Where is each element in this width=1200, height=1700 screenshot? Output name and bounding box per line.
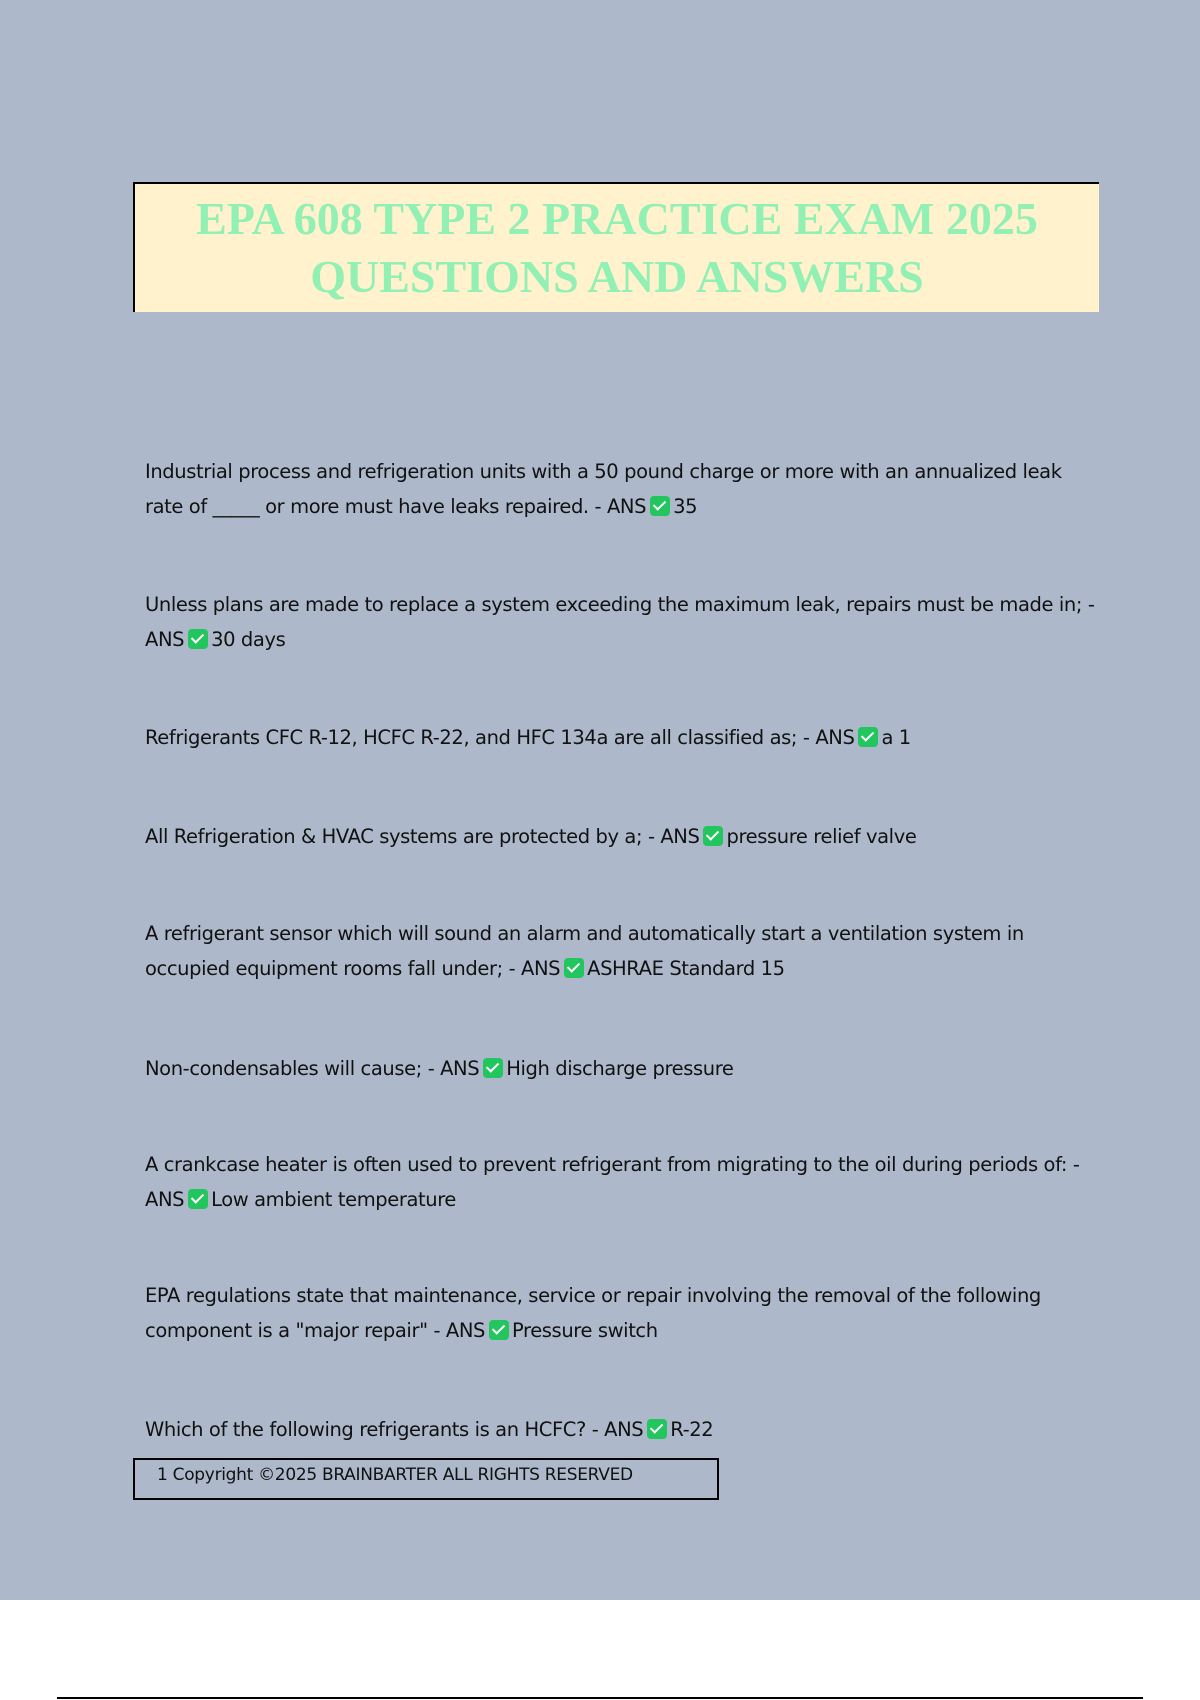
check-mark-icon xyxy=(564,958,584,978)
qa-item xyxy=(145,819,1095,854)
title-line-1: EPA 608 TYPE 2 PRACTICE EXAM 2025 xyxy=(196,193,1038,244)
answer-prefix: - ANS xyxy=(594,495,647,518)
check-mark-icon xyxy=(647,1419,667,1439)
answer-text: 35 xyxy=(673,495,698,518)
check-mark-icon xyxy=(703,826,723,846)
copyright-footer xyxy=(133,1458,719,1500)
answer-text: pressure relief valve xyxy=(726,825,917,848)
answer-text: R-22 xyxy=(670,1418,714,1441)
title-box xyxy=(133,182,1099,312)
answer-text: Pressure switch xyxy=(512,1319,658,1342)
answer-text: Low ambient temperature xyxy=(211,1188,457,1211)
question-text: A refrigerant sensor which will sound an alarm and automatically start a ventilation system in occupied equipment rooms fall under; xyxy=(145,922,1024,980)
question-text: Unless plans are made to replace a system exceeding the maximum leak, repairs must be made in; xyxy=(145,593,1083,616)
answer-prefix: - ANS xyxy=(427,1057,480,1080)
answer-text: ASHRAE Standard 15 xyxy=(587,957,785,980)
page-number: 1 xyxy=(157,1465,168,1485)
qa-item xyxy=(145,454,1095,524)
qa-item xyxy=(145,1278,1095,1348)
question-text: Refrigerants CFC R-12, HCFC R-22, and HFC 134a are all classified as; xyxy=(145,726,798,749)
answer-text: High discharge pressure xyxy=(506,1057,734,1080)
check-mark-icon xyxy=(188,629,208,649)
check-mark-icon xyxy=(483,1058,503,1078)
bottom-divider xyxy=(57,1697,1143,1699)
check-mark-icon xyxy=(858,727,878,747)
answer-text: a 1 xyxy=(881,726,911,749)
question-text: Which of the following refrigerants is an HCFC? xyxy=(145,1418,586,1441)
answer-prefix: - ANS xyxy=(647,825,700,848)
check-mark-icon xyxy=(489,1320,509,1340)
qa-item xyxy=(145,720,1095,755)
qa-item xyxy=(145,587,1095,657)
check-mark-icon xyxy=(188,1189,208,1209)
answer-text: 30 days xyxy=(211,628,286,651)
qa-item xyxy=(145,1412,1095,1447)
question-text: Industrial process and refrigeration units with a 50 pound charge or more with an annualized leak rate of _____ or more must have leaks repaired. xyxy=(145,460,1062,518)
answer-prefix: - ANS xyxy=(433,1319,485,1342)
qa-item xyxy=(145,1147,1095,1217)
question-text: A crankcase heater is often used to prevent refrigerant from migrating to the oil during periods of: xyxy=(145,1153,1068,1176)
qa-item xyxy=(145,1051,1095,1086)
answer-prefix: - ANS xyxy=(508,957,561,980)
question-text: All Refrigeration & HVAC systems are protected by a; xyxy=(145,825,643,848)
answer-prefix: - ANS xyxy=(145,593,1095,651)
answer-prefix: - ANS xyxy=(145,1153,1080,1211)
copyright-text: Copyright ©2025 BRAINBARTER ALL RIGHTS RESERVED xyxy=(172,1465,633,1485)
answer-prefix: - ANS xyxy=(591,1418,644,1441)
answer-prefix: - ANS xyxy=(802,726,855,749)
title-line-2: QUESTIONS AND ANSWERS xyxy=(310,251,924,302)
question-text: EPA regulations state that maintenance, service or repair involving the removal of the following component is a "major repair" xyxy=(145,1284,1041,1342)
check-mark-icon xyxy=(650,496,670,516)
qa-item xyxy=(145,916,1095,986)
question-text: Non-condensables will cause; xyxy=(145,1057,422,1080)
